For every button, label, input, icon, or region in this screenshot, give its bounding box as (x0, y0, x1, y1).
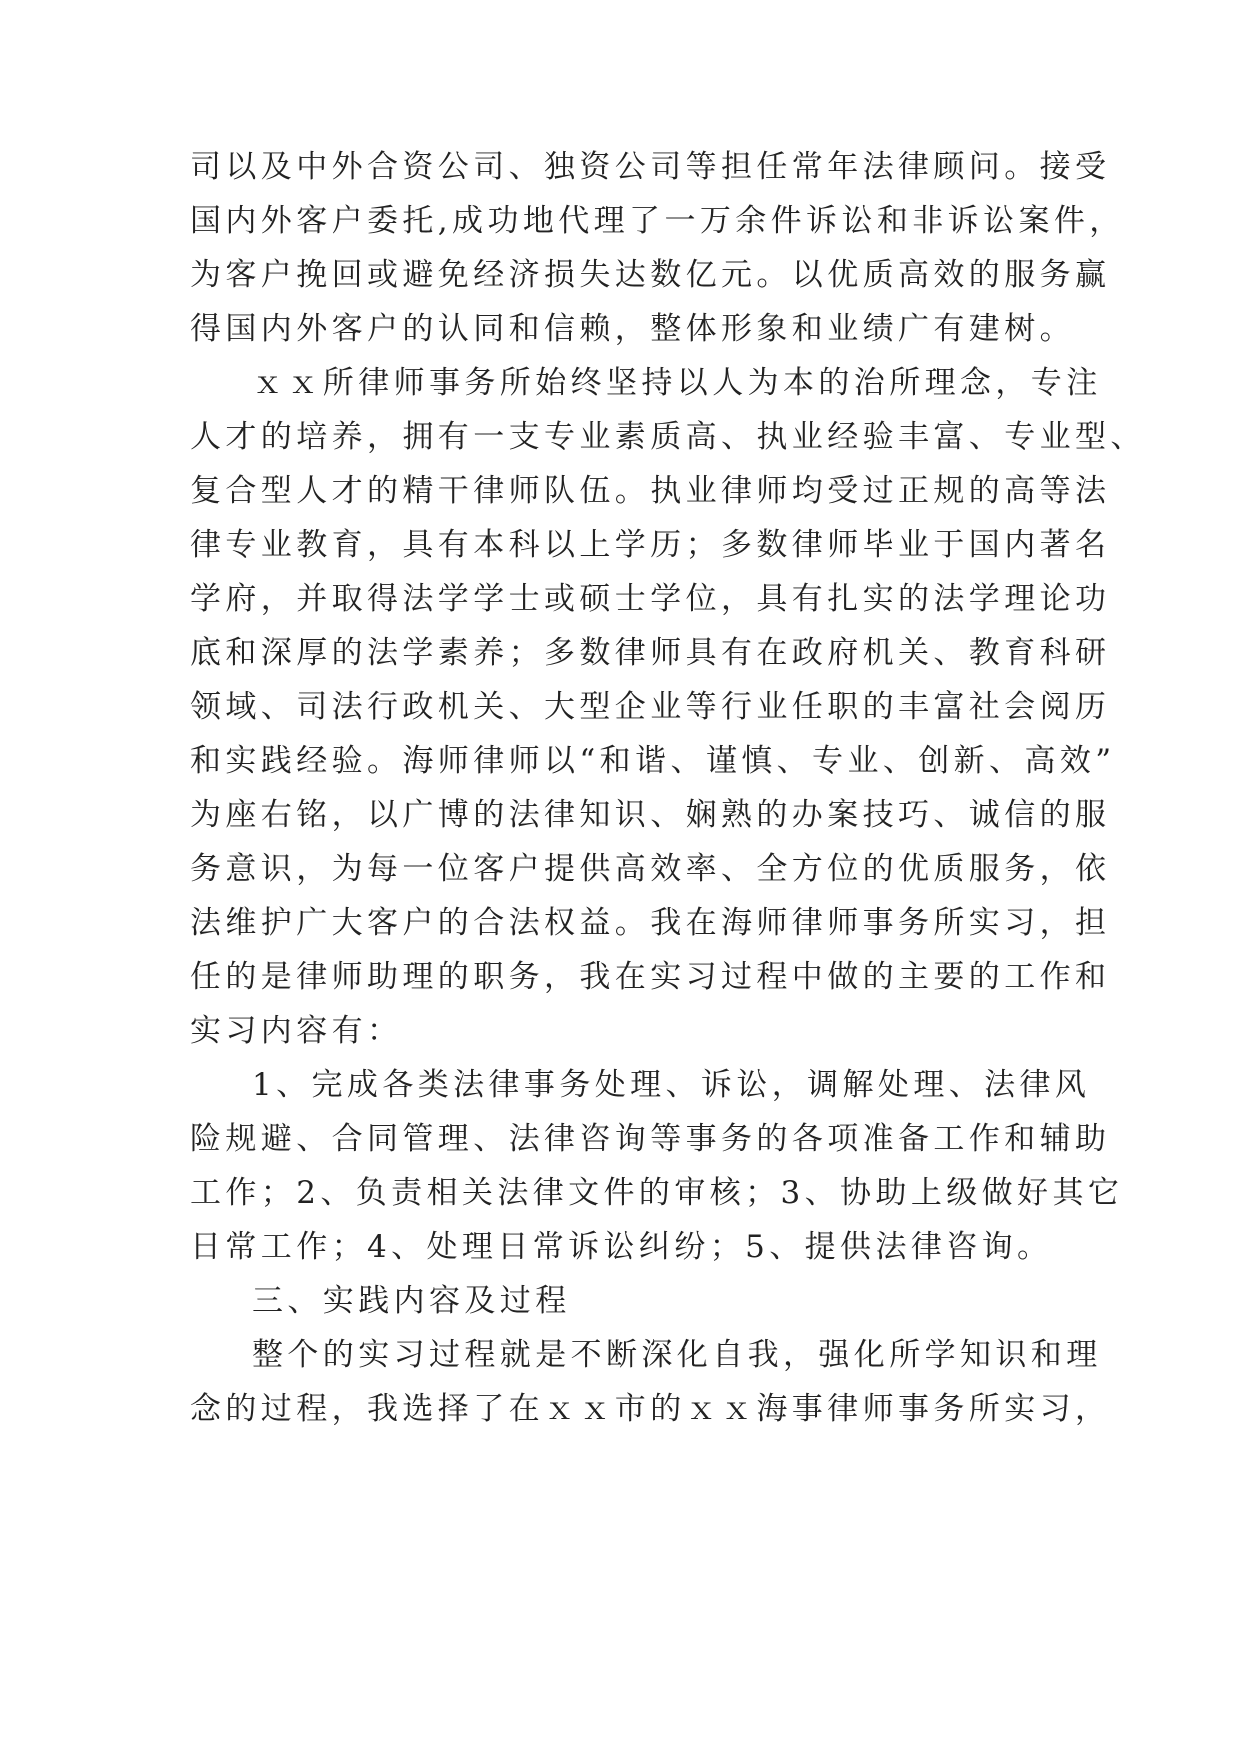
text-line-16: 任的是律师助理的职务，我在实习过程中做的主要的工作和 (190, 959, 1111, 995)
text-line-20: 工作；2、负责相关法律文件的审核；3、协助上级做好其它 (190, 1175, 1124, 1211)
text-line-17: 实习内容有： (190, 1013, 403, 1049)
paragraph-start-line-2: 整个的实习过程就是不断深化自我，强化所学知识和理 (252, 1337, 1102, 1373)
text-line-8: 律专业教育，具有本科以上学历；多数律师毕业于国内著名 (190, 527, 1111, 563)
text-line-2: 国内外客户委托,成功地代理了一万余件诉讼和非诉讼案件， (190, 203, 1125, 239)
text-line-12: 和实践经验。海师律师以“和谐、谨慎、专业、创新、高效” (190, 743, 1116, 779)
paragraph-start-line: ｘｘ所律师事务所始终坚持以人为本的治所理念，专注 (252, 365, 1102, 401)
list-start-line: 1、完成各类法律事务处理、诉讼，调解处理、法律风 (252, 1067, 1091, 1103)
text-line-1: 司以及中外合资公司、独资公司等担任常年法律顾问。接受 (190, 149, 1111, 185)
text-line-15: 法维护广大客户的合法权益。我在海师律师事务所实习，担 (190, 905, 1111, 941)
section-heading: 三、实践内容及过程 (252, 1283, 571, 1319)
text-line-13: 为座右铭，以广博的法律知识、娴熟的办案技巧、诚信的服 (190, 797, 1111, 833)
text-line-19: 险规避、合同管理、法律咨询等事务的各项准备工作和辅助 (190, 1121, 1111, 1157)
text-line-7: 复合型人才的精干律师队伍。执业律师均受过正规的高等法 (190, 473, 1111, 509)
text-line-9: 学府，并取得法学学士或硕士学位，具有扎实的法学理论功 (190, 581, 1111, 617)
text-line-3: 为客户挽回或避免经济损失达数亿元。以优质高效的服务赢 (190, 257, 1111, 293)
text-line-6: 人才的培养，拥有一支专业素质高、执业经验丰富、专业型、 (190, 419, 1146, 455)
text-line-11: 领域、司法行政机关、大型企业等行业任职的丰富社会阅历 (190, 689, 1111, 725)
text-line-10: 底和深厚的法学素养；多数律师具有在政府机关、教育科研 (190, 635, 1111, 671)
text-line-4: 得国内外客户的认同和信赖，整体形象和业绩广有建树。 (190, 311, 1075, 347)
text-line-21: 日常工作；4、处理日常诉讼纠纷；5、提供法律咨询。 (190, 1229, 1053, 1265)
text-line-14: 务意识，为每一位客户提供高效率、全方位的优质服务，依 (190, 851, 1111, 887)
text-line-24: 念的过程，我选择了在ｘｘ市的ｘｘ海事律师事务所实习， (190, 1391, 1111, 1427)
